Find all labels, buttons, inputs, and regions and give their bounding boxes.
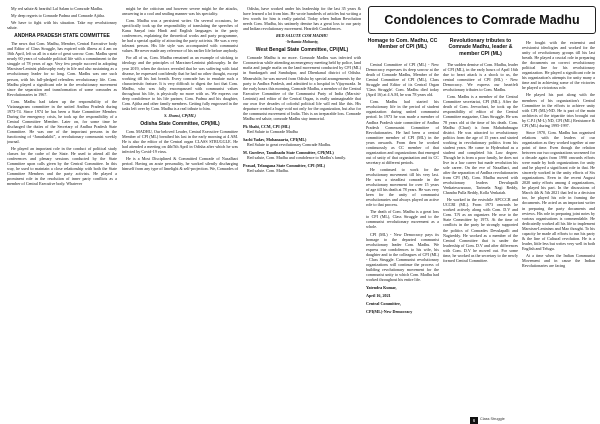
- paragraph: Red Salute to great revolutionary Comrade Madhu.: [247, 142, 332, 148]
- date: April 16, 2021: [366, 293, 391, 299]
- signature: M. Gurdeve, Tamilnadu State Committee, CPI(ML): [243, 150, 334, 156]
- signature: Sachi Yadav, Mohanaarta, CPI(ML): [243, 137, 307, 143]
- signature: RED SALUTE COM MADHU: [276, 33, 328, 39]
- column-6: [522, 40, 595, 414]
- paragraph: He worked in the erstwhile APCCCR and UCCRI (ML). From 1973 onwards he worked actively along with Com. D.V and Com. T.N as an organizer. He rose to the State Committee by 1973. At the time of conflicts in the party he strongly supported the politics of Comrades Devulapalli and Nagireddy. He worked as a member of the Central Committee that is under the leadership of Com. D.V and after differences with Com. D.V he moved out. For some time, he worked as the secretary to the newly formed Central Committee.: [443, 197, 518, 263]
- article-heading: Revolutionary tributes to Comrade Madhu, leader & member CPI (ML): [448, 38, 513, 57]
- column-4: [366, 62, 439, 414]
- paragraph: Red Salute to Comrade Madhu: [247, 128, 298, 134]
- column-1: [7, 6, 117, 418]
- signature: S. Jhansi, CP(ML): [164, 112, 196, 118]
- signature: Central Committee,: [366, 301, 401, 307]
- paragraph: We have to fight with his situation. Take my revolutionary salute.: [7, 20, 117, 31]
- banner-title: Condolences to Comrade Madhu: [368, 6, 596, 34]
- paragraph: Com. MADHU, Our beloved Leader, Central Executive Committee Member of CPI (ML) breathed his last in the early morning at 4 AM. He is also the editor of the Central organ CLASS STRUGGLE. He had attended a meeting on 4th/5th April in Odisha after which he was infected by Covid-19 virus.: [122, 128, 238, 155]
- column-2: [122, 6, 238, 418]
- signature: Pk Shahi, CCM, CPI (ML): [243, 123, 291, 129]
- publication-name: Class Struggle: [480, 417, 505, 421]
- signature: Prasad, Telangana State Committee, CPI (ML): [243, 163, 325, 169]
- column-3: [243, 6, 361, 418]
- paragraph: For all of us, Com. Madhu remained as an example of sticking to ideology and the principles of Marxism-Leninist philosophy. In the year 2019, when the doctors revealed that he was suffering with fatal disease, he expressed confidently that he had no other thought, except working till his last breath. Every comrade has to emulate such a characteristic feature. It is very difficult to digest the fact that Com. Madhu, who was fully encompassed with communist values throughout his life, is physically no more with us. We express our deep condolence to his life partner, Com. Padma and his daughter, Com. Ajitha and other family members. Getting fully engrossed in the tasks left over by Com. Madhu is a real tribute to him.: [122, 55, 238, 111]
- signature: -Srikanta Mohanty,: [285, 39, 319, 45]
- paragraph: might be the criticism and however severe might be the attacks, answering in a cool and smiling manner was his speciality.: [122, 6, 238, 17]
- section-heading: ANDHRA PRADESH STATE COMMITTEE: [14, 33, 110, 40]
- paragraph: Since 1970, Com. Madhu has organised relations with the leaders of our organization as they worked together at one point of time. Even though the relation between our two organizations worsened for a decade again from 1990 onwards efforts were made by both organizations for unity and he played a significant role in that. He sincerely worked in the unity efforts of Six organizations. Even in the recent August 2020 unity efforts among 4 organizations, he played his part. In the discussions of March 4th & 5th 2021 that led to a decision too, he played his role in framing the documents. He acted as an important writer in preparing the party documents and reviews. His role in preparing joint notes by various organisations is commendable. He dedicatedly worked all his life to implement Marxism-Leninism and Mao thought. To his capacity he made all efforts to run his party & the line of Cultural revolution. He is a leader, little less but writes very well in both English and Telugu.: [522, 129, 595, 251]
- paragraph: He fought with the extremist and revisionist ideologies and worked for the unity of revolutionary groups till his last breath. He played a crucial role in preparing the documents on correct revolutionary political line for his revolutionary organization. He played a significant role in his organization's attempts for unity many a time and in achieving some of the victories he played a victorious role.: [522, 40, 595, 91]
- paragraph: Central Committee of CPI (ML) - New Democracy expresses its deep sorrow at the death of Comrade Madhu, Member of the Central Committee of CPI (ML), Class Struggle and Editor of its Central Organ 'Class Struggle'. Com. Madhu died today (April 16) at 4 A.M, he was 78 years old.: [366, 62, 439, 98]
- page-footer: [0, 416, 600, 424]
- signature: CPI(ML)-New Democracy: [366, 309, 413, 315]
- paragraph: My deep regrets to Comrade Padma and Comrade Ajitha.: [11, 13, 106, 19]
- paragraph: Odisha, have worked under his leadership for the last 35 years & have learned a lot from him. He wrote hundreds of articles but writing a few words for him is really painful. Today when Indian Revolution needs Com. Madhu, his untimely demise has a great loss to our party and Indian revolutionary movement. Heartfelt Condolences.: [243, 6, 361, 32]
- paragraph: The death of Com. Madhu is a great loss to CPI (ML), Class Struggle and to the communist revolutionary movement as a whole.: [366, 209, 439, 230]
- column-5: [443, 62, 518, 414]
- page-number: 6: [470, 417, 478, 424]
- paragraph: Red salute. Com. Madhu.: [247, 168, 289, 174]
- paragraph: My red salute & heartful Lal Salam to Comrade Madhu.: [11, 6, 104, 11]
- paragraph: Com. Madhu was a persistent writer. On several occasions, he specifically took up the responsibility of translating the speeches of Kanu Sanyal into Hindi and English languages in the party conferences, explaining the theoretical works and party programme, he had a special quality of attracting the party activists. He was a very tolerant person. His life style was accompanied with communist values. He never made any reference of his earlier life before anybody.: [122, 18, 238, 54]
- paragraph: Red salute, Com. Madhu and condolence to Madhu's family.: [247, 155, 347, 161]
- paragraph: Com. Madhu is a member of the Central Committee secretariat, CPI (ML). After the death of Com. Jeevachari, he took up the responsibility of editor of the Central Committee magazine, Class Struggle. He was 78 years old at the time of his death. Com. Madhu (Chari) is from Mahabubnagar district. He was attracted to revolutionary politics from the age of 15 years and started working in revolutionary politics from his student years. He came to Hyderabad as a student and completed his Law degree. Though he is from a poor family, he does not live in a law career but made revolution his sole career. On the eve of Naxalbari, and after the separation of Andhra revolutionaries from CPI (M), Com. Madhu moved with revolutionary leaders Devulapalli Venkateswararao, Tarimela Nagi Reddy, Chandra Pulla Reddy, Kolla Venkaiah.: [443, 94, 518, 196]
- article-heading: Homage to Com. Madhu, CC Member of CPI (ML): [367, 38, 438, 51]
- paragraph: He played his part along with the members of his organization's Central Committee in the efforts to achieve unity with CPI (ML)-ND. He is part of the main architects of the tripartite trios brought out by C.P.I (M-L) ND, CPI (ML) Resistance & CPI (ML) during 1995-1997.: [522, 92, 595, 128]
- paragraph: He played an important role in the conduct of political study classes for the cadre of the State. He used to attend all the conferences and plenary sessions conducted by the State Committee upon calls given by the Central Committee. In this way, he used to maintain a close relationship with both the State Committee Members and the party activists. He played a prominent role in the resolution of inner party conflicts as a member of Central Executive body. Whatever: [7, 146, 117, 187]
- paragraph: The news that Com. Madhu, Member, Central Executive body and Editor of Class Struggle, has expired with illness at 4 am on 16th April, left us all in a state of great sorrow. Com. Madhu spent nearly 60 years of valuable political life with a commitment to the struggle of 78 years of age. Very few people succeed in adopting Marxism-Leninist philosophy early in life and also sustaining as a revolutionary leader for so long. Com. Madhu was one such person, with his full-pledged relentless revolutionary life. Com. Madhu played a significant role in the revolutionary movement since the separation and transformation of some comrades as Revolutionaries in 1967.: [7, 41, 117, 97]
- paragraph: The sudden demise of Com. Madhu, leader of CPI (ML), in the early hours of April 16th due to heart attack is a shock to us, the central committee of CPI (ML) - New Democracy. We express our heartfelt revolutionary tributes to Com. Madhu.: [443, 62, 518, 93]
- paragraph: Comrade Madhu is no more. Comrade Madhu was infected with Coronavirus while attending an emergency meeting held by police, land mafia and jungle mafia on the land movement conducted by CPI (ML) in Sundargarh and Sambalpur, and Dhenkanal district of Odisha. Meanwhile, he was moved from Odisha by special arrangements by the party to Andhra Pradesh, and admitted to a hospital in Vijayawada. In the early hours this morning, Comrade Madhu, a member of the Central Executive Committee of the Communist Party of India (Marxist-Leninist) and editor of the Central Organ, is really unimaginable that our own five decades of colorful political life will end like this. His departure created a huge void not only for the organization, but also for the communist movement of India. This is an irreparable loss. Comrade Madhu red salute, comrade Madhu stay immortal.: [243, 55, 361, 121]
- paragraph: He continued to work for the revolutionary movement till his very last. He was a steadfast comrade in the revolutionary movement for over 15 years of age till his death at 78 years. He was very keen for the unity of communist revolutionaries and always played an active role to that process.: [366, 166, 439, 208]
- paragraph: At a time when the Indian Communist Movement and in cause the Indian Revolutionaries are facing: [522, 252, 595, 269]
- paragraph: Com. Madhu had started his revolutionary life in the period of student organization during united communist period. In 1973 he was made a member of Andhra Pradesh state committee of Andhra Pradesh Communist Committee of Revolutionaries. He had been a central committee member of CPI (ML) in the years onwards. From then he worked continuously as CC member of that organization and organizations that emerged out of unity of that organization and its CC secretary at different periods.: [366, 99, 439, 165]
- paragraph: Com. Madhu had taken up the responsibility of the Vizianagaram committee in the united Andhra Pradesh during 1973-74. Since 1974 he has been a State Committee Member. During the emergency crisis, he took up the responsibility of a Central Committee Member. Later on, for some time he discharged the duties of the Secretary of Andhra Pradesh State Committee. He was one of the important persons in the functioning of “Janashakthi”, a revolutionary communist weekly journal.: [7, 98, 117, 145]
- section-heading: West Bengal State Committee, CPI(ML): [255, 47, 349, 54]
- signature: Yatendra Kumar,: [366, 284, 397, 290]
- section-heading: Odisha State Committee, CPI(ML): [140, 120, 220, 127]
- paragraph: He is a Most Disciplined & Committed Comrade of Naxalbari period. Having an acute personality, he worked silently discharging himself from any type of limelight & self-projection. We, Comrades of: [122, 156, 238, 172]
- paragraph: CPI (ML) - New Democracy pays its homage to the departed communist revolutionary leader Com. Madhu. We express our condolences to his wife, his daughter and to the colleagues of CPI (ML) - Class Struggle. Communist revolutionary organizations will continue the process of building revolutionary movement for the communist unity to which Com. Madhu had worked throughout his entire life.: [366, 231, 439, 282]
